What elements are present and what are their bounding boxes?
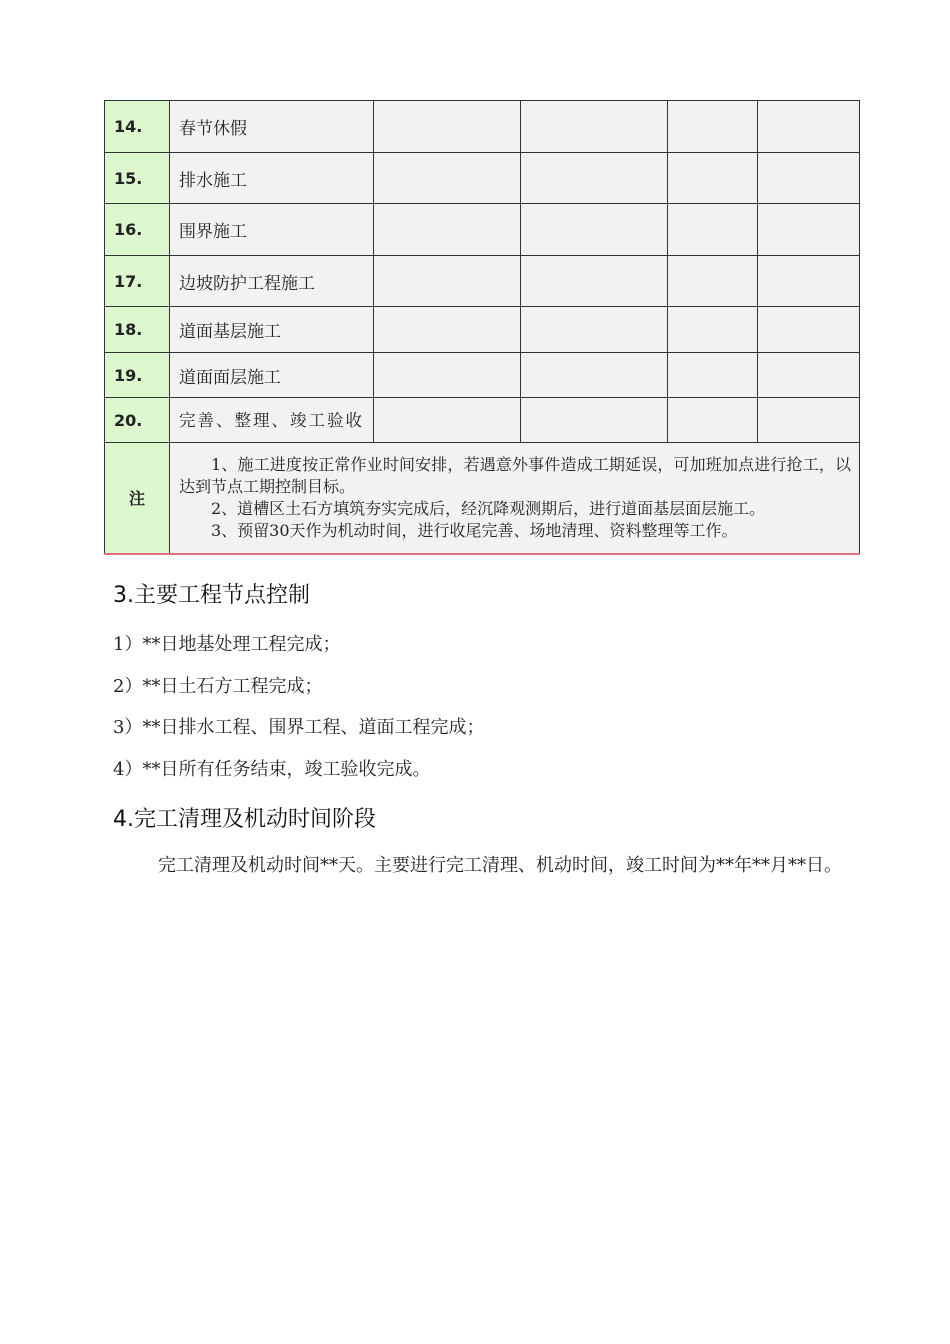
task-name: 道面基层施工 [170,307,374,353]
table-row [105,398,860,443]
empty-cell [758,101,860,153]
empty-cell [521,153,668,204]
empty-cell [758,204,860,256]
section-4-paragraph: 完工清理及机动时间**天。主要进行完工清理、机动时间，竣工时间为**年**月**日。 [158,855,842,876]
table-row [105,256,860,307]
note-row [105,443,860,554]
empty-cell [668,307,758,353]
task-name: 完善、整理、竣工验收 [170,398,374,443]
empty-cell [668,353,758,398]
table-row [105,353,860,398]
row-number: 19. [105,353,170,398]
empty-cell [521,204,668,256]
empty-cell [668,256,758,307]
row-number: 20. [105,398,170,443]
row-number: 16. [105,204,170,256]
row-number: 14. [105,101,170,153]
note-label: 注 [105,443,170,554]
empty-cell [374,398,521,443]
empty-cell [758,353,860,398]
empty-cell [668,101,758,153]
task-name: 春节休假 [170,101,374,153]
note-line: 3、预留30天作为机动时间，进行收尾完善、场地清理、资料整理等工作。 [211,520,738,540]
list-item: 1）**日地基处理工程完成； [113,634,341,655]
task-name: 排水施工 [170,153,374,204]
empty-cell [668,153,758,204]
table-row [105,153,860,204]
empty-cell [521,307,668,353]
task-name: 围界施工 [170,204,374,256]
empty-cell [521,353,668,398]
schedule-table [104,100,860,555]
table-row [105,204,860,256]
section-3-heading: 3.主要工程节点控制 [113,583,310,608]
empty-cell [668,204,758,256]
list-item: 2）**日土石方工程完成； [113,676,323,697]
row-number: 17. [105,256,170,307]
empty-cell [374,307,521,353]
empty-cell [374,153,521,204]
empty-cell [521,101,668,153]
empty-cell [758,307,860,353]
empty-cell [668,398,758,443]
empty-cell [374,353,521,398]
empty-cell [758,153,860,204]
empty-cell [374,256,521,307]
empty-cell [374,101,521,153]
list-item: 3）**日排水工程、围界工程、道面工程完成； [113,717,485,738]
empty-cell [521,256,668,307]
empty-cell [758,398,860,443]
table-row [105,307,860,353]
task-name: 边坡防护工程施工 [170,256,374,307]
note-line: 2、道槽区土石方填筑夯实完成后，经沉降观测期后，进行道面基层面层施工。 [211,498,766,518]
row-number: 15. [105,153,170,204]
empty-cell [521,398,668,443]
note-body [170,443,860,554]
row-number: 18. [105,307,170,353]
section-4-heading: 4.完工清理及机动时间阶段 [113,807,376,832]
task-name: 道面面层施工 [170,353,374,398]
empty-cell [374,204,521,256]
empty-cell [758,256,860,307]
note-line: 1、施工进度按正常作业时间安排，若遇意外事件造成工期延误，可加班加点进行抢工，以达到节点工期控制目标。 [179,454,851,496]
list-item: 4）**日所有任务结束，竣工验收完成。 [113,759,431,780]
table-row [105,101,860,153]
